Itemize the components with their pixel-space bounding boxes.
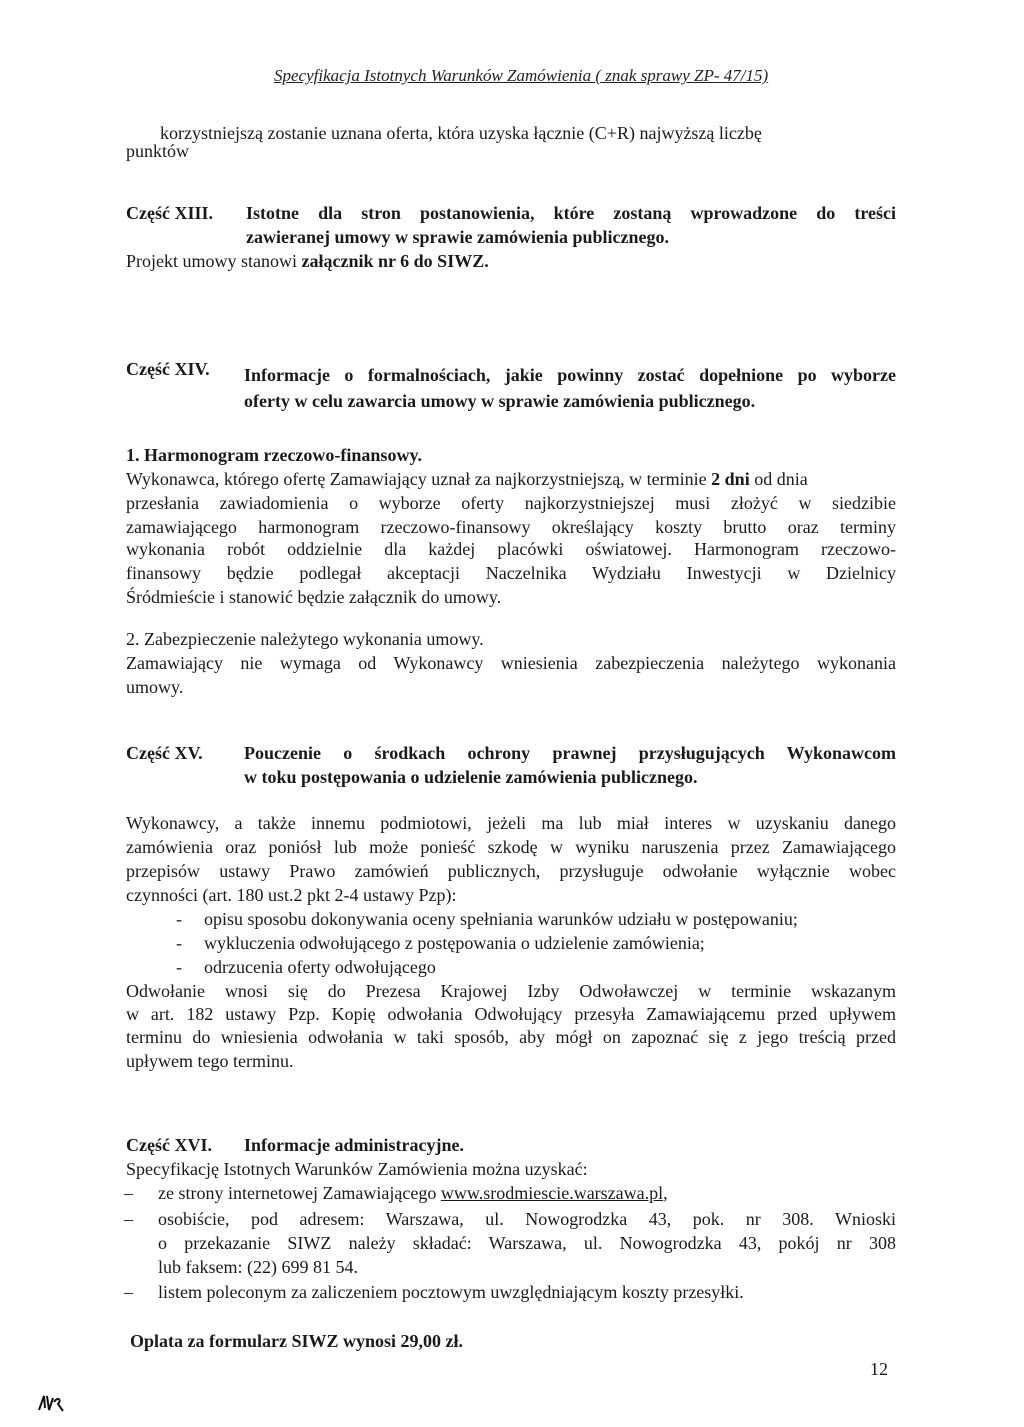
list-item: opisu sposobu dokonywania oceny spełniania warunków udziału w postępowaniu; xyxy=(204,909,798,929)
section-xiii-body xyxy=(126,250,489,273)
section-xvi-intro: Specyfikację Istotnych Warunków Zamówienia można uzyskać: xyxy=(126,1159,588,1179)
section-xiv-p1-line-5: finansowy będzie podlegał akceptacji Naczelnika Wydziału Inwestycji w Dzielnicy xyxy=(126,563,896,583)
section-xv-p1-line-4: czynności (art. 180 ust.2 pkt 2-4 ustawy Pzp): xyxy=(126,885,457,905)
section-xvi-item-2-line-1: osobiście, pod adresem: Warszawa, ul. Nowogrodzka 43, pok. nr 308. Wnioski xyxy=(158,1209,896,1229)
p1-deadline: 2 dni xyxy=(711,469,750,489)
document-header: Specyfikacja Istotnych Warunków Zamówienia ( znak sprawy ZP- 47/15) xyxy=(274,66,769,85)
list-dash: - xyxy=(176,909,182,929)
list-dash: – xyxy=(124,1282,133,1302)
section-xv-p2-line-3: terminu do wniesienia odwołania w taki sposób, aby mógł on zapoznać się z jego treścią przed xyxy=(126,1027,896,1047)
section-xvi-item-3: listem poleconym za zaliczeniem pocztowym uwzględniającym koszty przesyłki. xyxy=(158,1282,744,1302)
intro-line-1: korzystniejszą zostanie uznana oferta, która uzyska łącznie (C+R) najwyższą liczbę xyxy=(160,123,762,143)
section-xiv-title-line-2: oferty w celu zawarcia umowy w sprawie zamówienia publicznego. xyxy=(244,391,756,411)
section-xiii-label: Część XIII. xyxy=(126,203,213,223)
section-xiv-title-line-1: Informacje o formalnościach, jakie powinny zostać dopełnione po wyborze xyxy=(244,365,896,385)
section-xv-title-line-1: Pouczenie o środkach ochrony prawnej przysługujących Wykonawcom xyxy=(244,743,896,763)
list-dash: - xyxy=(176,957,182,977)
intro-line-2: punktów xyxy=(126,141,189,161)
section-xiv-p1-line-3: zamawiającego harmonogram rzeczowo-finansowy określający koszty brutto oraz terminy xyxy=(126,517,896,537)
list-item: odrzucenia oferty odwołującego xyxy=(204,957,436,977)
fee-note: Oplata za formularz SIWZ wynosi 29,00 zł. xyxy=(130,1331,463,1351)
section-xiv-p1-line-1 xyxy=(126,468,808,491)
section-xvi-label: Część XVI. xyxy=(126,1135,212,1155)
list-item: wykluczenia odwołującego z postępowania o udzielenie zamówienia; xyxy=(204,933,705,953)
p1-text-c: od dnia xyxy=(749,469,808,489)
handwritten-initials xyxy=(36,1392,66,1419)
section-xv-title-line-2: w toku postępowania o udzielenie zamówienia publicznego. xyxy=(244,767,698,787)
section-xiv-subheading-2: 2. Zabezpieczenie należytego wykonania umowy. xyxy=(126,629,484,649)
section-xv-p2-line-4: upływem tego terminu. xyxy=(126,1051,294,1071)
section-xiii-title-line-2: zawieranej umowy w sprawie zamówienia publicznego. xyxy=(246,227,669,247)
section-xvi-item-1 xyxy=(158,1182,668,1205)
item-1-comma: , xyxy=(663,1183,668,1203)
section-xvi-title: Informacje administracyjne. xyxy=(244,1135,464,1155)
section-xiv-p1-line-6: Śródmieście i stanowić będzie załącznik do umowy. xyxy=(126,587,502,607)
section-xiv-label: Część XIV. xyxy=(126,359,210,379)
list-dash: – xyxy=(124,1183,133,1203)
initials-mark xyxy=(36,1392,66,1414)
section-xiv-p1-line-2: przesłania zawiadomienia o wyborze oferty najkorzystniejszej musi złożyć w siedzibie xyxy=(126,493,896,513)
section-xv-p1-line-1: Wykonawcy, a także innemu podmiotowi, jeżeli ma lub miał interes w uzyskaniu danego xyxy=(126,813,896,833)
section-xv-p1-line-3: przepisów ustawy Prawo zamówień publicznych, przysługuje odwołanie wyłącznie wobec xyxy=(126,861,896,881)
section-xiii-title-line-1: Istotne dla stron postanowienia, które zostaną wprowadzone do treści xyxy=(246,203,896,223)
list-dash: - xyxy=(176,933,182,953)
p1-text-a: Wykonawca, którego ofertę Zamawiający uznał za najkorzystniejszą, w terminie xyxy=(126,469,712,489)
section-xvi-item-2-line-3: lub faksem: (22) 699 81 54. xyxy=(158,1257,358,1277)
section-xiii-attachment: załącznik nr 6 do SIWZ. xyxy=(301,251,489,271)
section-xvi-item-2-line-2: o przekazanie SIWZ należy składać: Warszawa, ul. Nowogrodzka 43, pokój nr 308 xyxy=(158,1233,896,1253)
list-dash: – xyxy=(124,1209,133,1229)
section-xiv-p2-line-2: umowy. xyxy=(126,677,184,697)
section-xv-p2-line-2: w art. 182 ustawy Pzp. Kopię odwołania Odwołujący przesyła Zamawiającemu przed upływem xyxy=(126,1004,896,1024)
section-xiv-subheading-1: 1. Harmonogram rzeczowo-finansowy. xyxy=(126,445,422,465)
section-xv-p2-line-1: Odwołanie wnosi się do Prezesa Krajowej Izby Odwoławczej w terminie wskazanym xyxy=(126,981,896,1001)
section-xv-p1-line-2: zamówienia oraz poniósł lub może ponieść szkodę w wyniku naruszenia przez Zamawiającego xyxy=(126,837,896,857)
section-xv-label: Część XV. xyxy=(126,743,203,763)
page-number: 12 xyxy=(870,1359,888,1379)
section-xiv-p1-line-4: wykonania robót oddzielnie dla każdej placówki oświatowej. Harmonogram rzeczowo- xyxy=(126,539,896,559)
section-xiv-p2-line-1: Zamawiający nie wymaga od Wykonawcy wniesienia zabezpieczenia należytego wykonania xyxy=(126,653,896,673)
item-1-text: ze strony internetowej Zamawiającego xyxy=(158,1183,441,1203)
website-link[interactable]: www.srodmiescie.warszawa.pl xyxy=(440,1183,664,1203)
section-xiii-body-text: Projekt umowy stanowi xyxy=(126,251,302,271)
